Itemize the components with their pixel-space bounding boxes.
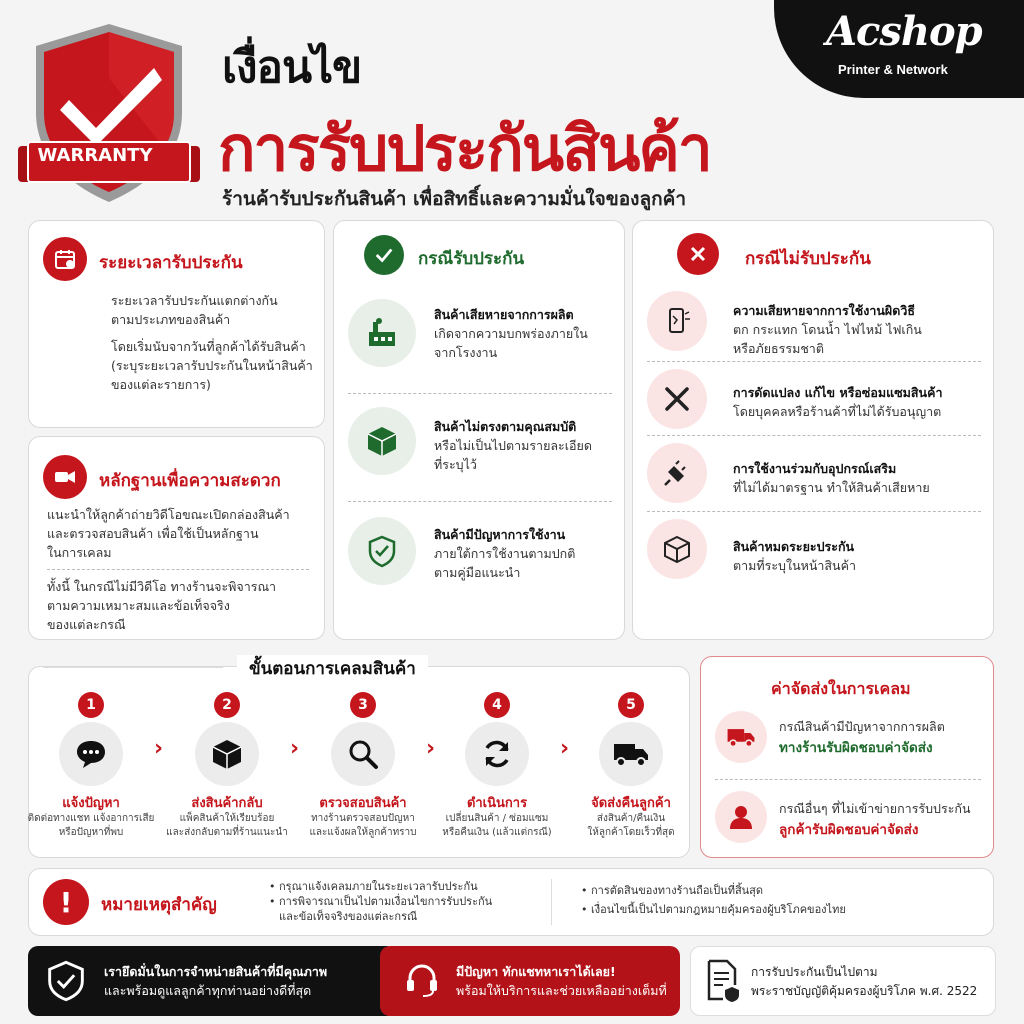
box-icon	[647, 519, 707, 579]
page-title-line2: การรับประกันสินค้า	[218, 112, 711, 185]
broken-phone-icon	[647, 291, 707, 351]
shipping-case-1: กรณีสินค้ามีปัญหาจากการผลิต ทางร้านรับผิดชอบค่าจัดส่ง	[779, 719, 945, 756]
divider	[47, 569, 309, 570]
not-covered-item-2: การดัดแปลง แก้ไข หรือซ่อมแซมสินค้า โดยบุคคลหรือร้านค้าที่ไม่ได้รับอนุญาต	[733, 385, 943, 419]
step-number-5: 5	[618, 692, 644, 718]
package-icon	[195, 722, 259, 786]
chat-bubble-icon	[59, 722, 123, 786]
notes-divider	[551, 879, 552, 925]
alert-icon: !	[43, 879, 89, 925]
chevron-right-icon: ›	[560, 736, 570, 761]
step-number-3: 3	[350, 692, 376, 718]
evidence-text-1: แนะนำให้ลูกค้าถ่ายวิดีโอขณะเปิดกล่องสินค้า และตรวจสอบสินค้า เพื่อใช้เป็นหลักฐาน ในการเคลม	[47, 507, 290, 560]
claim-steps-rule	[43, 667, 223, 668]
covered-item-3: สินค้ามีปัญหาการใช้งาน ภายใต้การใช้งานตามปกติ ตามคู่มือแนะนำ	[434, 527, 576, 580]
chat-support-banner[interactable]	[380, 946, 680, 1016]
step-desc-2: แพ็คสินค้าให้เรียบร้อย และส่งกลับตามที่ร้านแนะนำ	[166, 813, 288, 838]
chevron-right-icon: ›	[154, 736, 164, 761]
tools-icon	[647, 369, 707, 429]
step-number-4: 4	[484, 692, 510, 718]
shipping-cost-card	[700, 656, 994, 858]
step-title-3: ตรวจสอบสินค้า	[319, 796, 407, 811]
user-icon	[715, 791, 767, 843]
step-title-2: ส่งสินค้ากลับ	[191, 796, 263, 811]
not-covered-title: กรณีไม่รับประกัน	[745, 249, 871, 269]
evidence-card	[28, 436, 325, 640]
divider	[647, 361, 981, 362]
warranty-period-card	[28, 220, 325, 428]
not-covered-item-4: สินค้าหมดระยะประกัน ตามที่ระบุในหน้าสินค้า	[733, 539, 856, 573]
close-circle-icon	[677, 233, 719, 275]
divider	[348, 393, 612, 394]
refresh-icon	[465, 722, 529, 786]
important-notes-title: หมายเหตุสำคัญ	[101, 895, 217, 915]
delivery-truck-icon	[599, 722, 663, 786]
chevron-right-icon: ›	[290, 736, 300, 761]
shipping-cost-title: ค่าจัดส่งในการเคลม	[771, 679, 911, 698]
step-number-1: 1	[78, 692, 104, 718]
brand-name: Acshop	[826, 8, 982, 55]
step-desc-3: ทางร้านตรวจสอบปัญหา และแจ้งผลให้ลูกค้าทราบ	[309, 813, 417, 838]
page-title-line1: เงื่อนไข	[222, 42, 362, 93]
evidence-title: หลักฐานเพื่อความสะดวก	[99, 471, 281, 491]
shield-check-icon	[46, 960, 86, 1002]
covered-item-1: สินค้าเสียหายจากการผลิต เกิดจากความบกพร่องภายใน จากโรงงาน	[434, 307, 588, 360]
notes-right-list: • การตัดสินของทางร้านถือเป็นที่สิ้นสุด • เงื่อนไขนี้เป็นไปตามกฎหมายคุ้มครองผู้บริโภคของไทย	[581, 884, 846, 916]
package-icon	[348, 407, 416, 475]
divider	[647, 435, 981, 436]
page-subtitle: ร้านค้ารับประกันสินค้า เพื่อสิทธิ์และความมั่นใจของลูกค้า	[222, 188, 686, 210]
consumer-law-banner	[690, 946, 996, 1016]
step-desc-5: ส่งสินค้า/คืนเงิน ให้ลูกค้าโดยเร็วที่สุด	[587, 813, 675, 838]
warranty-badge-text: WARRANTY	[37, 145, 153, 166]
not-covered-card	[632, 220, 994, 640]
not-covered-item-3: การใช้งานร่วมกับอุปกรณ์เสริม ที่ไม่ได้มาตรฐาน ทำให้สินค้าเสียหาย	[733, 461, 930, 495]
check-circle-icon	[364, 235, 404, 275]
video-camera-icon	[43, 455, 87, 499]
divider	[715, 779, 981, 780]
notes-left-list: • กรุณาแจ้งเคลมภายในระยะเวลารับประกัน • การพิจารณาเป็นไปตามเงื่อนไขการรับประกัน และข้อเท็จจริงของแต่ละกรณี	[269, 880, 493, 923]
magnifier-icon	[331, 722, 395, 786]
factory-icon	[348, 299, 416, 367]
chat-support-text: มีปัญหา ทักแชทหาเราได้เลย! พร้อมให้บริการและช่วยเหลืออย่างเต็มที่	[456, 964, 667, 998]
important-notes-card	[28, 868, 994, 936]
covered-card	[333, 220, 625, 640]
plug-icon	[647, 443, 707, 503]
warranty-period-text: ระยะเวลารับประกันแตกต่างกัน ตามประเภทของสินค้า โดยเริ่มนับจากวันที่ลูกค้าได้รับสินค้า (ระบุระยะเวลารับประกันในหน้าสินค้า ของแต่ละรายการ)	[111, 293, 313, 392]
step-desc-4: เปลี่ยนสินค้า / ซ่อมแซม หรือคืนเงิน (แล้วแต่กรณี)	[442, 813, 552, 838]
brand-tagline: Printer & Network	[838, 62, 948, 77]
divider	[647, 511, 981, 512]
quality-text: เรายึดมั่นในการจำหน่ายสินค้าที่มีคุณภาพ และพร้อมดูแลลูกค้าทุกท่านอย่างดีที่สุด	[104, 964, 328, 998]
warranty-period-title: ระยะเวลารับประกัน	[99, 253, 243, 273]
warranty-shield-icon	[14, 18, 204, 208]
step-number-2: 2	[214, 692, 240, 718]
chevron-right-icon: ›	[426, 736, 436, 761]
document-shield-icon	[705, 959, 741, 1003]
step-title-5: จัดส่งคืนลูกค้า	[591, 796, 671, 811]
evidence-text-2: ทั้งนี้ ในกรณีไม่มีวิดีโอ ทางร้านจะพิจารณา ตามความเหมาะสมและข้อเท็จจริง ของแต่ละกรณี	[47, 579, 277, 632]
step-desc-1: ติดต่อทางแชท แจ้งอาการเสีย หรือปัญหาที่พบ	[27, 813, 155, 838]
quality-banner	[28, 946, 388, 1016]
shipping-case-2: กรณีอื่นๆ ที่ไม่เข้าข่ายการรับประกัน ลูกค้ารับผิดชอบค่าจัดส่ง	[779, 801, 971, 838]
calendar-icon	[43, 237, 87, 281]
claim-steps-title: ขั้นตอนการเคลมสินค้า	[237, 655, 428, 682]
brand-logo-tab	[774, 0, 1024, 98]
shield-check-icon	[348, 517, 416, 585]
step-title-1: แจ้งปัญหา	[62, 796, 120, 811]
not-covered-item-1: ความเสียหายจากการใช้งานผิดวิธี ตก กระแทก โดนน้ำ ไฟไหม้ ไฟเกิน หรือภัยธรรมชาติ	[733, 303, 922, 356]
covered-item-2: สินค้าไม่ตรงตามคุณสมบัติ หรือไม่เป็นไปตามรายละเอียด ที่ระบุไว้	[434, 419, 592, 472]
covered-title: กรณีรับประกัน	[418, 249, 525, 269]
step-title-4: ดำเนินการ	[466, 796, 528, 811]
headset-icon	[402, 960, 442, 1000]
divider	[348, 501, 612, 502]
consumer-law-text: การรับประกันเป็นไปตาม พระราชบัญญัติคุ้มครองผู้บริโภค พ.ศ. 2522	[751, 965, 978, 998]
delivery-truck-icon	[715, 711, 767, 763]
